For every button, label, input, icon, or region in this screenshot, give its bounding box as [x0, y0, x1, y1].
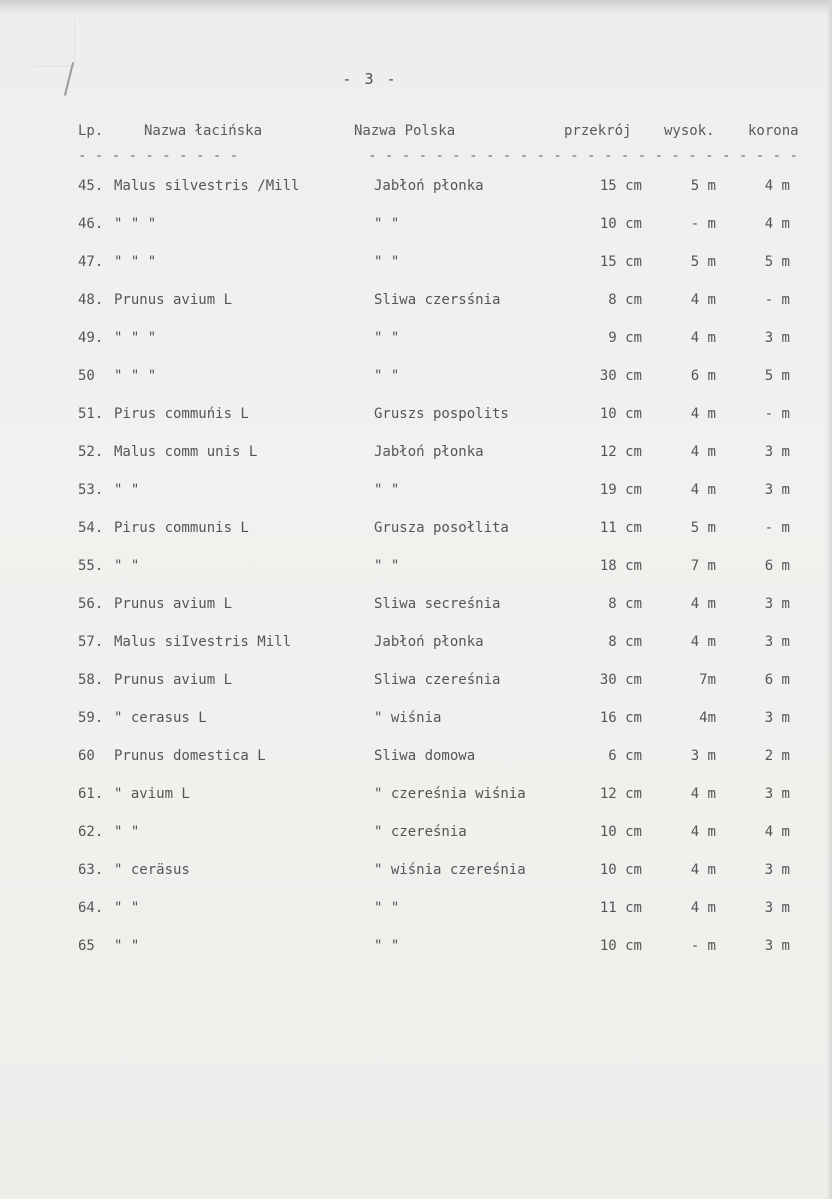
cell-height: 4 m [690, 634, 716, 650]
cell-crown: 3 m [764, 710, 790, 726]
table-row [78, 596, 832, 634]
cell-cross-section: 18 cm [599, 558, 642, 574]
cell-latin-name: Prunus domestica L [114, 748, 266, 764]
cell-polish-name: " " [374, 938, 400, 954]
cell-height: - m [690, 216, 716, 232]
table-row [78, 178, 832, 216]
cell-cross-section: 10 cm [599, 216, 642, 232]
cell-crown: 2 m [764, 748, 790, 764]
cell-cross-section: 8 cm [608, 596, 642, 612]
cell-height: 4m [699, 710, 716, 726]
cell-cross-section: 12 cm [599, 786, 642, 802]
cell-polish-name: " wiśnia czereśnia [374, 862, 526, 878]
header-underline-dashes [78, 148, 832, 164]
cell-crown: 3 m [764, 862, 790, 878]
cell-height: 4 m [690, 406, 716, 422]
cell-cross-section: 30 cm [599, 672, 642, 688]
header-lp: Lp. [78, 123, 104, 139]
cell-latin-name: " " [114, 900, 140, 916]
cell-cross-section: 15 cm [599, 254, 642, 270]
cell-height: 4 m [690, 862, 716, 878]
dashes-right: - - - - - - - - - - - - - - - - - - - - - - - - - - [368, 148, 798, 164]
cell-height: 4 m [690, 900, 716, 916]
cell-polish-name: Sliwa czereśnia [374, 672, 501, 688]
table-row [78, 254, 832, 292]
cell-height: 6 m [690, 368, 716, 384]
header-latin-name: Nazwa łacińska [144, 123, 263, 139]
cell-crown: 3 m [764, 634, 790, 650]
cell-cross-section: 10 cm [599, 938, 642, 954]
cell-cross-section: 30 cm [599, 368, 642, 384]
table-row [78, 406, 832, 444]
cell-cross-section: 10 cm [599, 862, 642, 878]
cell-polish-name: " " [374, 330, 400, 346]
cell-cross-section: 10 cm [599, 406, 642, 422]
cell-height: 4 m [690, 824, 716, 840]
cell-lp: 53. [78, 482, 104, 498]
cell-latin-name: " avium L [114, 786, 190, 802]
table-row [78, 900, 832, 938]
cell-lp: 49. [78, 330, 104, 346]
cell-crown: 3 m [764, 444, 790, 460]
cell-polish-name: " wiśnia [374, 710, 442, 726]
cell-lp: 61. [78, 786, 104, 802]
cell-polish-name: " czereśnia wiśnia [374, 786, 526, 802]
cell-polish-name: Jabłoń płonka [374, 178, 484, 194]
cell-latin-name: " " " [114, 330, 157, 346]
table-row [78, 634, 832, 672]
table-row [78, 292, 832, 330]
table-row [78, 444, 832, 482]
table-row [78, 672, 832, 710]
table-row [78, 520, 832, 558]
header-polish-name: Nazwa Polska [354, 123, 456, 139]
cell-lp: 62. [78, 824, 104, 840]
tree-table [78, 178, 832, 976]
cell-lp: 50 [78, 368, 95, 384]
cell-crown: 6 m [764, 672, 790, 688]
header-height: wysok. [664, 123, 715, 139]
cell-polish-name: " " [374, 216, 400, 232]
cell-cross-section: 12 cm [599, 444, 642, 460]
cell-latin-name: Prunus avium L [114, 596, 233, 612]
cell-lp: 54. [78, 520, 104, 536]
table-row [78, 558, 832, 596]
cell-height: 5 m [690, 520, 716, 536]
cell-crown: 5 m [764, 368, 790, 384]
cell-latin-name: Malus siIvestris Mill [114, 634, 292, 650]
cell-height: 4 m [690, 292, 716, 308]
cell-crown: 4 m [764, 824, 790, 840]
pencil-mark [64, 62, 74, 95]
cell-latin-name: " " " [114, 254, 157, 270]
top-edge-shadow [0, 0, 832, 14]
cell-height: 5 m [690, 178, 716, 194]
cell-height: 4 m [690, 482, 716, 498]
header-cross-section: przekrój [564, 123, 632, 139]
cell-latin-name: " " " [114, 368, 157, 384]
cell-polish-name: Jabłoń płonka [374, 634, 484, 650]
cell-height: 7 m [690, 558, 716, 574]
cell-lp: 48. [78, 292, 104, 308]
page-number: - 3 - [342, 70, 398, 88]
cell-crown: - m [764, 406, 790, 422]
cell-crown: 4 m [764, 216, 790, 232]
dashes-left: - - - - - - - - - - [78, 148, 239, 164]
cell-cross-section: 15 cm [599, 178, 642, 194]
table-row [78, 482, 832, 520]
cell-latin-name: " ceräsus [114, 862, 190, 878]
table-row [78, 938, 832, 976]
cell-height: 4 m [690, 444, 716, 460]
cell-lp: 60 [78, 748, 95, 764]
table-row [78, 216, 832, 254]
cell-lp: 51. [78, 406, 104, 422]
cell-lp: 45. [78, 178, 104, 194]
cell-cross-section: 8 cm [608, 634, 642, 650]
cell-height: 5 m [690, 254, 716, 270]
cell-polish-name: " " [374, 900, 400, 916]
cell-cross-section: 19 cm [599, 482, 642, 498]
header-crown: korona [748, 123, 799, 139]
cell-polish-name: Sliwa secreśnia [374, 596, 501, 612]
cell-lp: 47. [78, 254, 104, 270]
cell-crown: - m [764, 520, 790, 536]
cell-cross-section: 9 cm [608, 330, 642, 346]
cell-cross-section: 8 cm [608, 292, 642, 308]
cell-crown: 6 m [764, 558, 790, 574]
cell-lp: 55. [78, 558, 104, 574]
cell-crown: 3 m [764, 938, 790, 954]
cell-polish-name: " " [374, 254, 400, 270]
cell-cross-section: 16 cm [599, 710, 642, 726]
cell-crown: 3 m [764, 330, 790, 346]
table-header [78, 123, 832, 145]
table-row [78, 710, 832, 748]
cell-lp: 59. [78, 710, 104, 726]
cell-latin-name: " " " [114, 216, 157, 232]
cell-crown: 4 m [764, 178, 790, 194]
cell-height: 4 m [690, 330, 716, 346]
cell-lp: 57. [78, 634, 104, 650]
cell-height: - m [690, 938, 716, 954]
cell-cross-section: 6 cm [608, 748, 642, 764]
cell-lp: 46. [78, 216, 104, 232]
cell-latin-name: " " [114, 482, 140, 498]
cell-polish-name: Jabłoń płonka [374, 444, 484, 460]
cell-height: 3 m [690, 748, 716, 764]
cell-crown: 5 m [764, 254, 790, 270]
cell-latin-name: " " [114, 938, 140, 954]
cell-lp: 52. [78, 444, 104, 460]
cell-polish-name: " czereśnia [374, 824, 467, 840]
cell-latin-name: Malus silvestris /Mill [114, 178, 300, 194]
cell-polish-name: Gruszs pospolits [374, 406, 509, 422]
table-row [78, 368, 832, 406]
cell-polish-name: Sliwa czersśnia [374, 292, 501, 308]
cell-lp: 65 [78, 938, 95, 954]
cell-polish-name: Grusza posołlita [374, 520, 509, 536]
cell-polish-name: Sliwa domowa [374, 748, 476, 764]
corner-fold-mark [34, 20, 75, 67]
cell-height: 4 m [690, 786, 716, 802]
cell-latin-name: " " [114, 824, 140, 840]
table-row [78, 748, 832, 786]
cell-latin-name: Pirus communis L [114, 520, 249, 536]
cell-lp: 58. [78, 672, 104, 688]
cell-cross-section: 10 cm [599, 824, 642, 840]
cell-polish-name: " " [374, 368, 400, 384]
cell-latin-name: " cerasus L [114, 710, 207, 726]
cell-polish-name: " " [374, 558, 400, 574]
cell-lp: 56. [78, 596, 104, 612]
cell-latin-name: Pirus commuńis L [114, 406, 249, 422]
cell-crown: 3 m [764, 786, 790, 802]
cell-height: 7m [699, 672, 716, 688]
cell-crown: 3 m [764, 900, 790, 916]
cell-crown: - m [764, 292, 790, 308]
cell-latin-name: Prunus avium L [114, 292, 233, 308]
cell-lp: 64. [78, 900, 104, 916]
cell-lp: 63. [78, 862, 104, 878]
cell-height: 4 m [690, 596, 716, 612]
cell-crown: 3 m [764, 482, 790, 498]
cell-latin-name: " " [114, 558, 140, 574]
table-row [78, 786, 832, 824]
cell-latin-name: Malus comm unis L [114, 444, 258, 460]
cell-latin-name: Prunus avium L [114, 672, 233, 688]
cell-crown: 3 m [764, 596, 790, 612]
cell-cross-section: 11 cm [599, 520, 642, 536]
table-row [78, 862, 832, 900]
cell-polish-name: " " [374, 482, 400, 498]
table-row [78, 824, 832, 862]
table-row [78, 330, 832, 368]
cell-cross-section: 11 cm [599, 900, 642, 916]
